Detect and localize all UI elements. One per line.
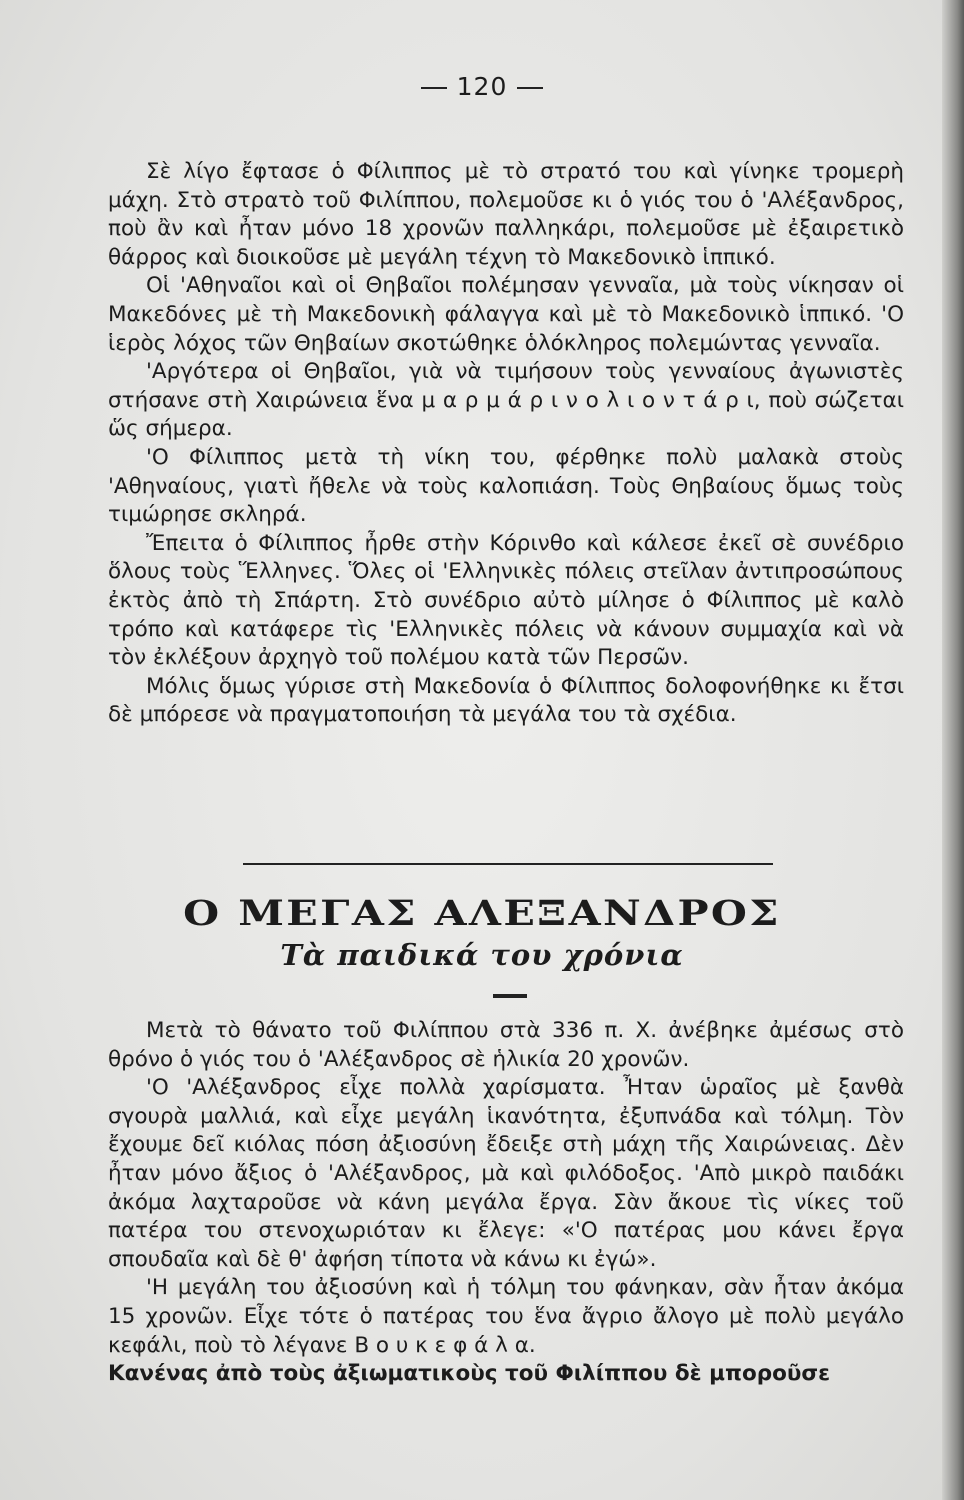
- section-divider: [243, 863, 773, 865]
- paragraph: 'Η μεγάλη του ἀξιοσύνη καὶ ἡ τόλμη του φάνηκαν, σὰν ἦταν ἀκόμα 15 χρονῶν. Εἶχε τότε ὁ πατέρας του ἕνα ἄγριο ἄλογο μὲ πολὺ μεγάλο κεφάλι, ποὺ τὸ λέγανε Β ο υ κ ε φ ά λ α.: [108, 1275, 904, 1358]
- page-number-dash-right: [517, 87, 543, 89]
- section-philip-text: [108, 158, 904, 730]
- heading-ornament-rule: [493, 994, 527, 998]
- page-binding-shadow: [942, 0, 964, 1500]
- paragraph-last-line: Κανένας ἀπὸ τοὺς ἀξιωματικοὺς τοῦ Φιλίππου δὲ μποροῦσε: [108, 1361, 831, 1387]
- page-number: [0, 72, 964, 101]
- page-number-text: 120: [456, 72, 508, 101]
- paragraph: Σὲ λίγο ἔφτασε ὁ Φίλιππος μὲ τὸ στρατό του καὶ γίνηκε τρομερὴ μάχη. Στὸ στρατὸ τοῦ Φιλίππου, πολεμοῦσε κι ὁ γιός του ὁ 'Αλέξανδρος, ποὺ ἂν καὶ ἦταν μόνο 18 χρονῶν παλληκάρι, πολεμοῦσε μὲ ἐξαιρετικὸ θάρρος καὶ διοικοῦσε μὲ μεγάλη τέχνη τὸ Μακεδονικὸ ἱππικό.: [108, 159, 904, 270]
- paragraph: Μόλις ὅμως γύρισε στὴ Μακεδονία ὁ Φίλιππος δολοφονήθηκε κι ἔτσι δὲ μπόρεσε νὰ πραγματοποιήση τὰ μεγάλα του τὰ σχέδια.: [108, 673, 904, 728]
- paragraph: Οἱ 'Αθηναῖοι καὶ οἱ Θηβαῖοι πολέμησαν γενναῖα, μὰ τοὺς νίκησαν οἱ Μακεδόνες μὲ τὴ Μακεδονικὴ φάλαγγα καὶ μὲ τὸ Μακεδονικὸ ἱππικό. 'Ο ἱερὸς λόχος τῶν Θηβαίων σκοτώθηκε ὁλόκληρος πολεμώντας γενναῖα.: [108, 273, 904, 356]
- paragraph: 'Ο 'Αλέξανδρος εἶχε πολλὰ χαρίσματα. Ἦταν ὡραῖος μὲ ξανθὰ σγουρὰ μαλλιά, καὶ εἶχε μεγάλη ἱκανότητα, ἐξυπνάδα καὶ τόλμη. Τὸν ἔχουμε δεῖ κιόλας πόση ἀξιοσύνη ἔδειξε στὴ μάχη τῆς Χαιρώνειας. Δὲν ἦταν μόνο ἄξιος ὁ 'Αλέξανδρος, μὰ καὶ φιλόδοξος. 'Απὸ μικρὸ παιδάκι ἀκόμα λαχταροῦσε νὰ κάνη μεγάλα ἔργα. Σὰν ἄκουε τὶς νίκες τοῦ πατέρα του στενοχωριόταν κι ἔλεγε: «'Ο πατέρας μου κάνει ἔργα σπουδαῖα καὶ δὲ θ' ἀφήση τίποτα νὰ κάνω κι ἐγώ».: [108, 1075, 904, 1272]
- chapter-subtitle: Τὰ παιδικά του χρόνια: [280, 938, 684, 972]
- paragraph: 'Ο Φίλιππος μετὰ τὴ νίκη του, φέρθηκε πολὺ μαλακὰ στοὺς 'Αθηναίους, γιατὶ ἤθελε νὰ τοὺς καλοπιάση. Τοὺς Θηβαίους ὅμως τοὺς τιμώρησε σκληρά.: [108, 444, 904, 528]
- page-number-dash-left: [421, 87, 447, 89]
- paragraph: Ἔπειτα ὁ Φίλιππος ἦρθε στὴν Κόρινθο καὶ κάλεσε ἐκεῖ σὲ συνέδριο ὅλους τοὺς Ἕλληνες. Ὅλες οἱ 'Ελληνικὲς πόλεις στεῖλαν ἀντιπροσώπους ἐκτὸς ἀπὸ τὴ Σπάρτη. Στὸ συνέδριο αὐτὸ μίλησε ὁ Φίλιππος μὲ καλὸ τρόπο καὶ κατάφερε τὶς 'Ελληνικὲς πόλεις νὰ κάνουν συμμαχία καὶ νὰ τὸν ἐκλέξουν ἀρχηγὸ τοῦ πολέμου κατὰ τῶν Περσῶν.: [108, 530, 904, 671]
- paragraph: Μετὰ τὸ θάνατο τοῦ Φιλίππου στὰ 336 π. Χ. ἀνέβηκε ἀμέσως στὸ θρόνο ὁ γιός του ὁ 'Αλέξανδρος σὲ ἡλικία 20 χρονῶν.: [108, 1018, 904, 1072]
- section-alexander-text: [108, 1017, 904, 1389]
- chapter-title: Ο ΜΕΓΑΣ ΑΛΕΞΑΝΔΡΟΣ: [183, 893, 781, 934]
- paragraph: 'Αργότερα οἱ Θηβαῖοι, γιὰ νὰ τιμήσουν τοὺς γενναίους ἀγωνιστὲς στήσανε στὴ Χαιρώνεια ἕνα μ α ρ μ ά ρ ι ν ο λ ι ο ν τ ά ρ ι, ποὺ σώζεται ὥς σήμερα.: [108, 359, 904, 442]
